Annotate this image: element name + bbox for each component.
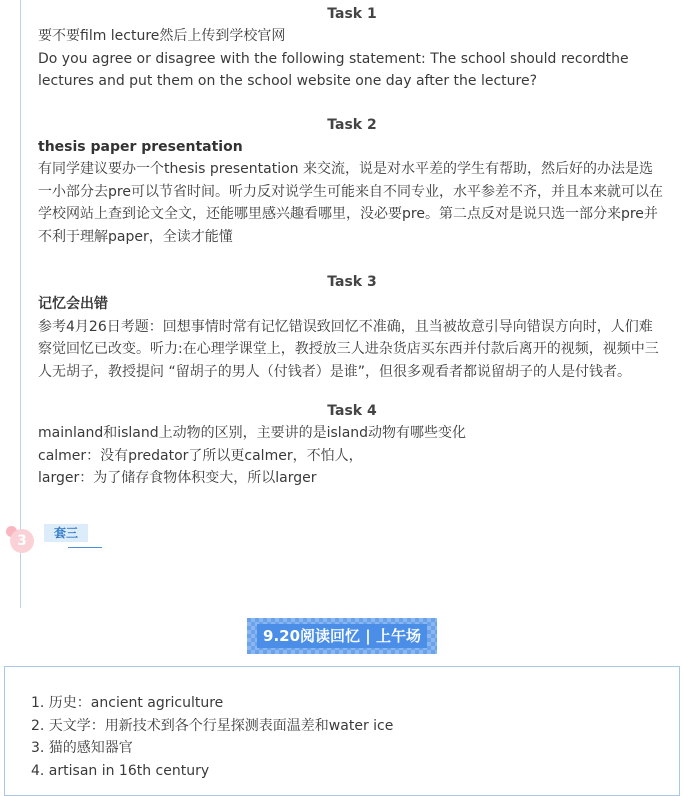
task-1	[38, 3, 666, 93]
list-item: 3. 猫的感知器官	[31, 740, 133, 756]
task-4	[38, 400, 666, 490]
task-subheading: thesis paper presentation	[38, 138, 243, 155]
list-item: 2. 天文学：用新技术到各个行星探测表面温差和water ice	[31, 717, 394, 734]
timeline-line	[20, 0, 21, 608]
reading-topics-list	[31, 692, 393, 782]
task-text: larger：为了储存食物体积变大，所以larger	[38, 470, 317, 486]
task-text: mainland和island上动物的区别，主要讲的是island动物有哪些变化	[38, 425, 467, 441]
speaking-tasks	[38, 0, 666, 490]
task-title: Task 3	[327, 274, 377, 290]
task-title: Task 2	[327, 116, 377, 133]
task-title: Task 1	[327, 6, 377, 22]
reading-recall-banner	[247, 618, 437, 654]
task-subheading: 记忆会出错	[38, 296, 108, 312]
task-text: Do you agree or disagree with the following statement: The school should recordthe lectures and put them on the school website one day after the lecture?	[38, 50, 629, 89]
task-text: 要不要film lecture然后上传到学校官网	[38, 28, 286, 44]
task-text: calmer：没有predator了所以更calmer，不怕人，	[38, 447, 363, 464]
task-body: 有同学建议要办一个thesis presentation 来交流，说是对水平差的学生有帮助，然后好的办法是选一小部分去pre可以节省时间。听力反对说学生可能来自不同专业，水平参差不齐，并且本来就可以在学校网站上查到论文全文，还能哪里感兴趣看哪里，没必要pre。第二点反对是说只选一部分来pre并不利于理解paper，全读才能懂	[38, 161, 663, 245]
set-label-underline	[68, 547, 102, 548]
task-title: Task 4	[327, 403, 377, 419]
banner-title: 9.20阅读回忆 | 上午场	[257, 624, 427, 648]
list-item: 1. 历史：ancient agriculture	[31, 695, 224, 711]
set-number: 3	[10, 529, 34, 553]
list-item: 4. artisan in 16th century	[31, 762, 210, 779]
set-number-marker	[6, 526, 36, 552]
task-3	[38, 271, 666, 383]
task-2	[38, 114, 666, 249]
reading-topics-box	[4, 666, 680, 796]
set-label: 套三	[44, 524, 88, 542]
task-body: 参考4月26日考题：回想事情时常有记忆错误致回忆不准确，且当被故意引导向错误方向时，人们难察觉回忆已改变。听力:在心理学课堂上，教授放三人进杂货店买东西并付款后离开的视频，视频中三人无胡子，教授提问 “留胡子的男人（付钱者）是谁”，但很多观看者都说留胡子的人是付钱者。	[38, 318, 659, 380]
